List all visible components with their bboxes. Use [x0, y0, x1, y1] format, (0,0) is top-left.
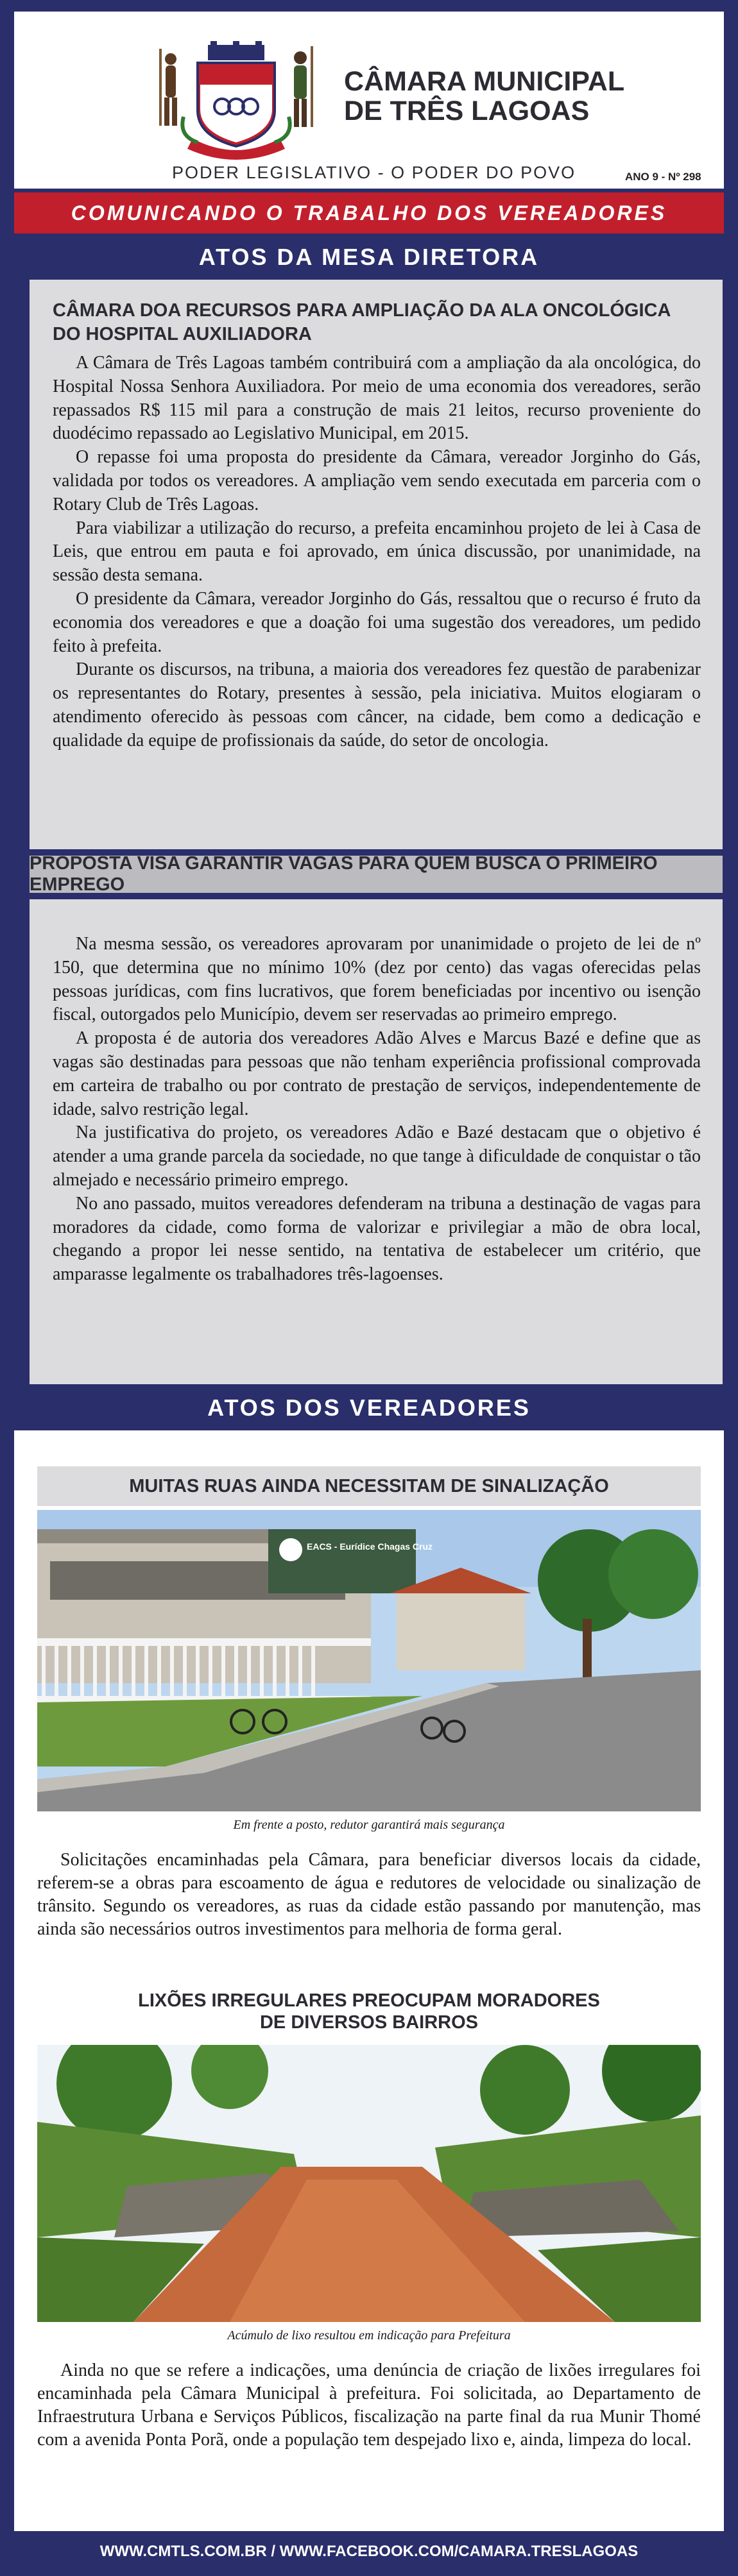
paragraph: No ano passado, muitos vereadores defenderam na tribuna a destinação de vagas para moradores da cidade, como forma de valorizar e privilegiar a mão de obra local, chegando a propor lei nesse sentido, na tentativa de estabelecer um critério, que amparasse legalmente os trabalhadores três-lagoenses. — [53, 1193, 701, 1285]
photo-caption: Em frente a posto, redutor garantirá mais segurança — [233, 1818, 505, 1832]
slogan-banner — [14, 192, 724, 233]
article-headline-box — [37, 1466, 701, 1506]
section-title-vereadores — [14, 1391, 724, 1425]
institution-name — [344, 67, 678, 126]
headline-line-2: DE DIVERSOS BAIRROS — [259, 2012, 478, 2033]
article-body — [53, 352, 701, 753]
article-headline: CÂMARA DOA RECURSOS PARA AMPLIAÇÃO DA ALA ONCOLÓGICA DO HOSPITAL AUXILIADORA — [53, 300, 671, 344]
section-title-text: ATOS DOS VEREADORES — [207, 1394, 531, 1421]
section-title-mesa — [14, 240, 724, 275]
issue-number: ANO 9 - Nº 298 — [625, 171, 701, 183]
article-body — [37, 1849, 701, 1941]
article-headline: PROPOSTA VISA GARANTIR VAGAS PARA QUEM BUSCA O PRIMEIRO EMPREGO — [30, 853, 658, 895]
section-title-text: ATOS DA MESA DIRETORA — [198, 244, 540, 270]
article-body — [53, 933, 701, 1287]
paragraph: A Câmara de Três Lagoas também contribuirá com a ampliação da ala oncológica, do Hospital Nossa Senhora Auxiliadora. Por meio de uma economia dos vereadores, serão repassados R$ 115 mil para a construção de mais 21 leitos, recurso proveniente do duodécimo repassado ao Legislativo Municipal, em 2015. — [53, 353, 701, 444]
article-oncology-panel — [30, 280, 723, 849]
city-crest-logo — [153, 40, 320, 162]
tagline: PODER LEGISLATIVO - O PODER DO POVO — [172, 163, 576, 182]
footer — [14, 2538, 724, 2566]
street-photo — [37, 1510, 701, 1811]
article-headline — [138, 1990, 600, 2033]
article-headline-box — [37, 1981, 701, 2042]
vereadores-panel — [14, 1430, 724, 2531]
article-body — [37, 2359, 701, 2452]
paragraph: Para viabilizar a utilização do recurso, a prefeita encaminhou projeto de lei à Casa de Leis, que entrou em pauta e foi aprovado, em única discussão, por unanimidade, na sessão desta semana. — [53, 518, 701, 586]
article-headline: MUITAS RUAS AINDA NECESSITAM DE SINALIZAÇÃO — [129, 1476, 609, 1496]
paragraph: Ainda no que se refere a indicações, uma denúncia de criação de lixões irregulares foi encaminhada pela Câmara Municipal à prefeitura. Foi solicitada, ao Departamento de Infraestrutura Urbana e Serviços Públicos, fiscalização na parte final da rua Munir Thomé com a avenida Ponta Porã, onde a população tem despejado lixo e, ainda, limpeza do local. — [37, 2360, 701, 2450]
paragraph: Na mesma sessão, os vereadores aprovaram por unanimidade o projeto de lei de nº 150, que determina que no mínimo 10% (dez por cento) das vagas oferecidas pelas pessoas jurídicas, com fins lucrativos, que forem beneficiadas por incentivo ou isenção fiscal, outorgados pelo Município, devem ser reservadas ao primeiro emprego. — [53, 934, 701, 1025]
paragraph: A proposta é de autoria dos vereadores Adão Alves e Marcus Bazé e define que as vagas são destinadas para pessoas que não tenham experiência profissional comprovada em carteira de trabalho ou por contrato de prestação de serviços, independentemente de idade, salvo restrição legal. — [53, 1028, 701, 1119]
masthead — [14, 12, 724, 189]
slogan-text: COMUNICANDO O TRABALHO DOS VEREADORES — [71, 201, 667, 225]
article-first-job-panel — [30, 899, 723, 1384]
paragraph: Na justificativa do projeto, os vereadores Adão e Bazé destacam que o objetivo é atender a uma grande parcela da sociedade, no que tange à dificuldade de conquistar o tão almejado e necessário primeiro emprego. — [53, 1123, 701, 1190]
headline-line-1: LIXÕES IRREGULARES PREOCUPAM MORADORES — [138, 1990, 600, 2011]
article-headline-band — [30, 853, 723, 895]
footer-links[interactable]: WWW.CMTLS.COM.BR / WWW.FACEBOOK.COM/CAMARA.TRESLAGOAS — [99, 2543, 639, 2560]
paragraph: O repasse foi uma proposta do presidente da Câmara, vereador Jorginho do Gás, validada por todos os vereadores. A ampliação vem sendo executada em parceria com o Rotary Club de Três Lagoas. — [53, 447, 701, 514]
paragraph: Durante os discursos, na tribuna, a maioria dos vereadores fez questão de parabenizar os representantes do Rotary, presentes à sessão, pela iniciativa. Muitos elogiaram o atendimento oferecido às pessoas com câncer, na cidade, bem como a dedicação e qualidade da equipe de profissionais da saúde, do setor de oncologia. — [53, 659, 701, 750]
brand-line-2: DE TRÊS LAGOAS — [344, 96, 590, 126]
photo-caption: Acúmulo de lixo resultou em indicação para Prefeitura — [227, 2328, 511, 2343]
dump-site-photo — [37, 2045, 701, 2322]
sign-text: EACS - Eurídice Chagas Cruz — [307, 1541, 433, 1552]
brand-line-1: CÂMARA MUNICIPAL — [344, 66, 625, 97]
paragraph: Solicitações encaminhadas pela Câmara, para beneficiar diversos locais da cidade, referem-se a obras para escoamento de água e redutores de velocidade ou sinalização de trânsito. Segundo os vereadores, as ruas da cidade estão passando por manutenção, mas ainda são necessários outros investimentos para melhoria de forma geral. — [37, 1850, 701, 1939]
paragraph: O presidente da Câmara, vereador Jorginho do Gás, ressaltou que o recurso é fruto da economia dos vereadores e que a doação foi uma sugestão dos vereadores, um pedido feito à prefeita. — [53, 588, 701, 656]
